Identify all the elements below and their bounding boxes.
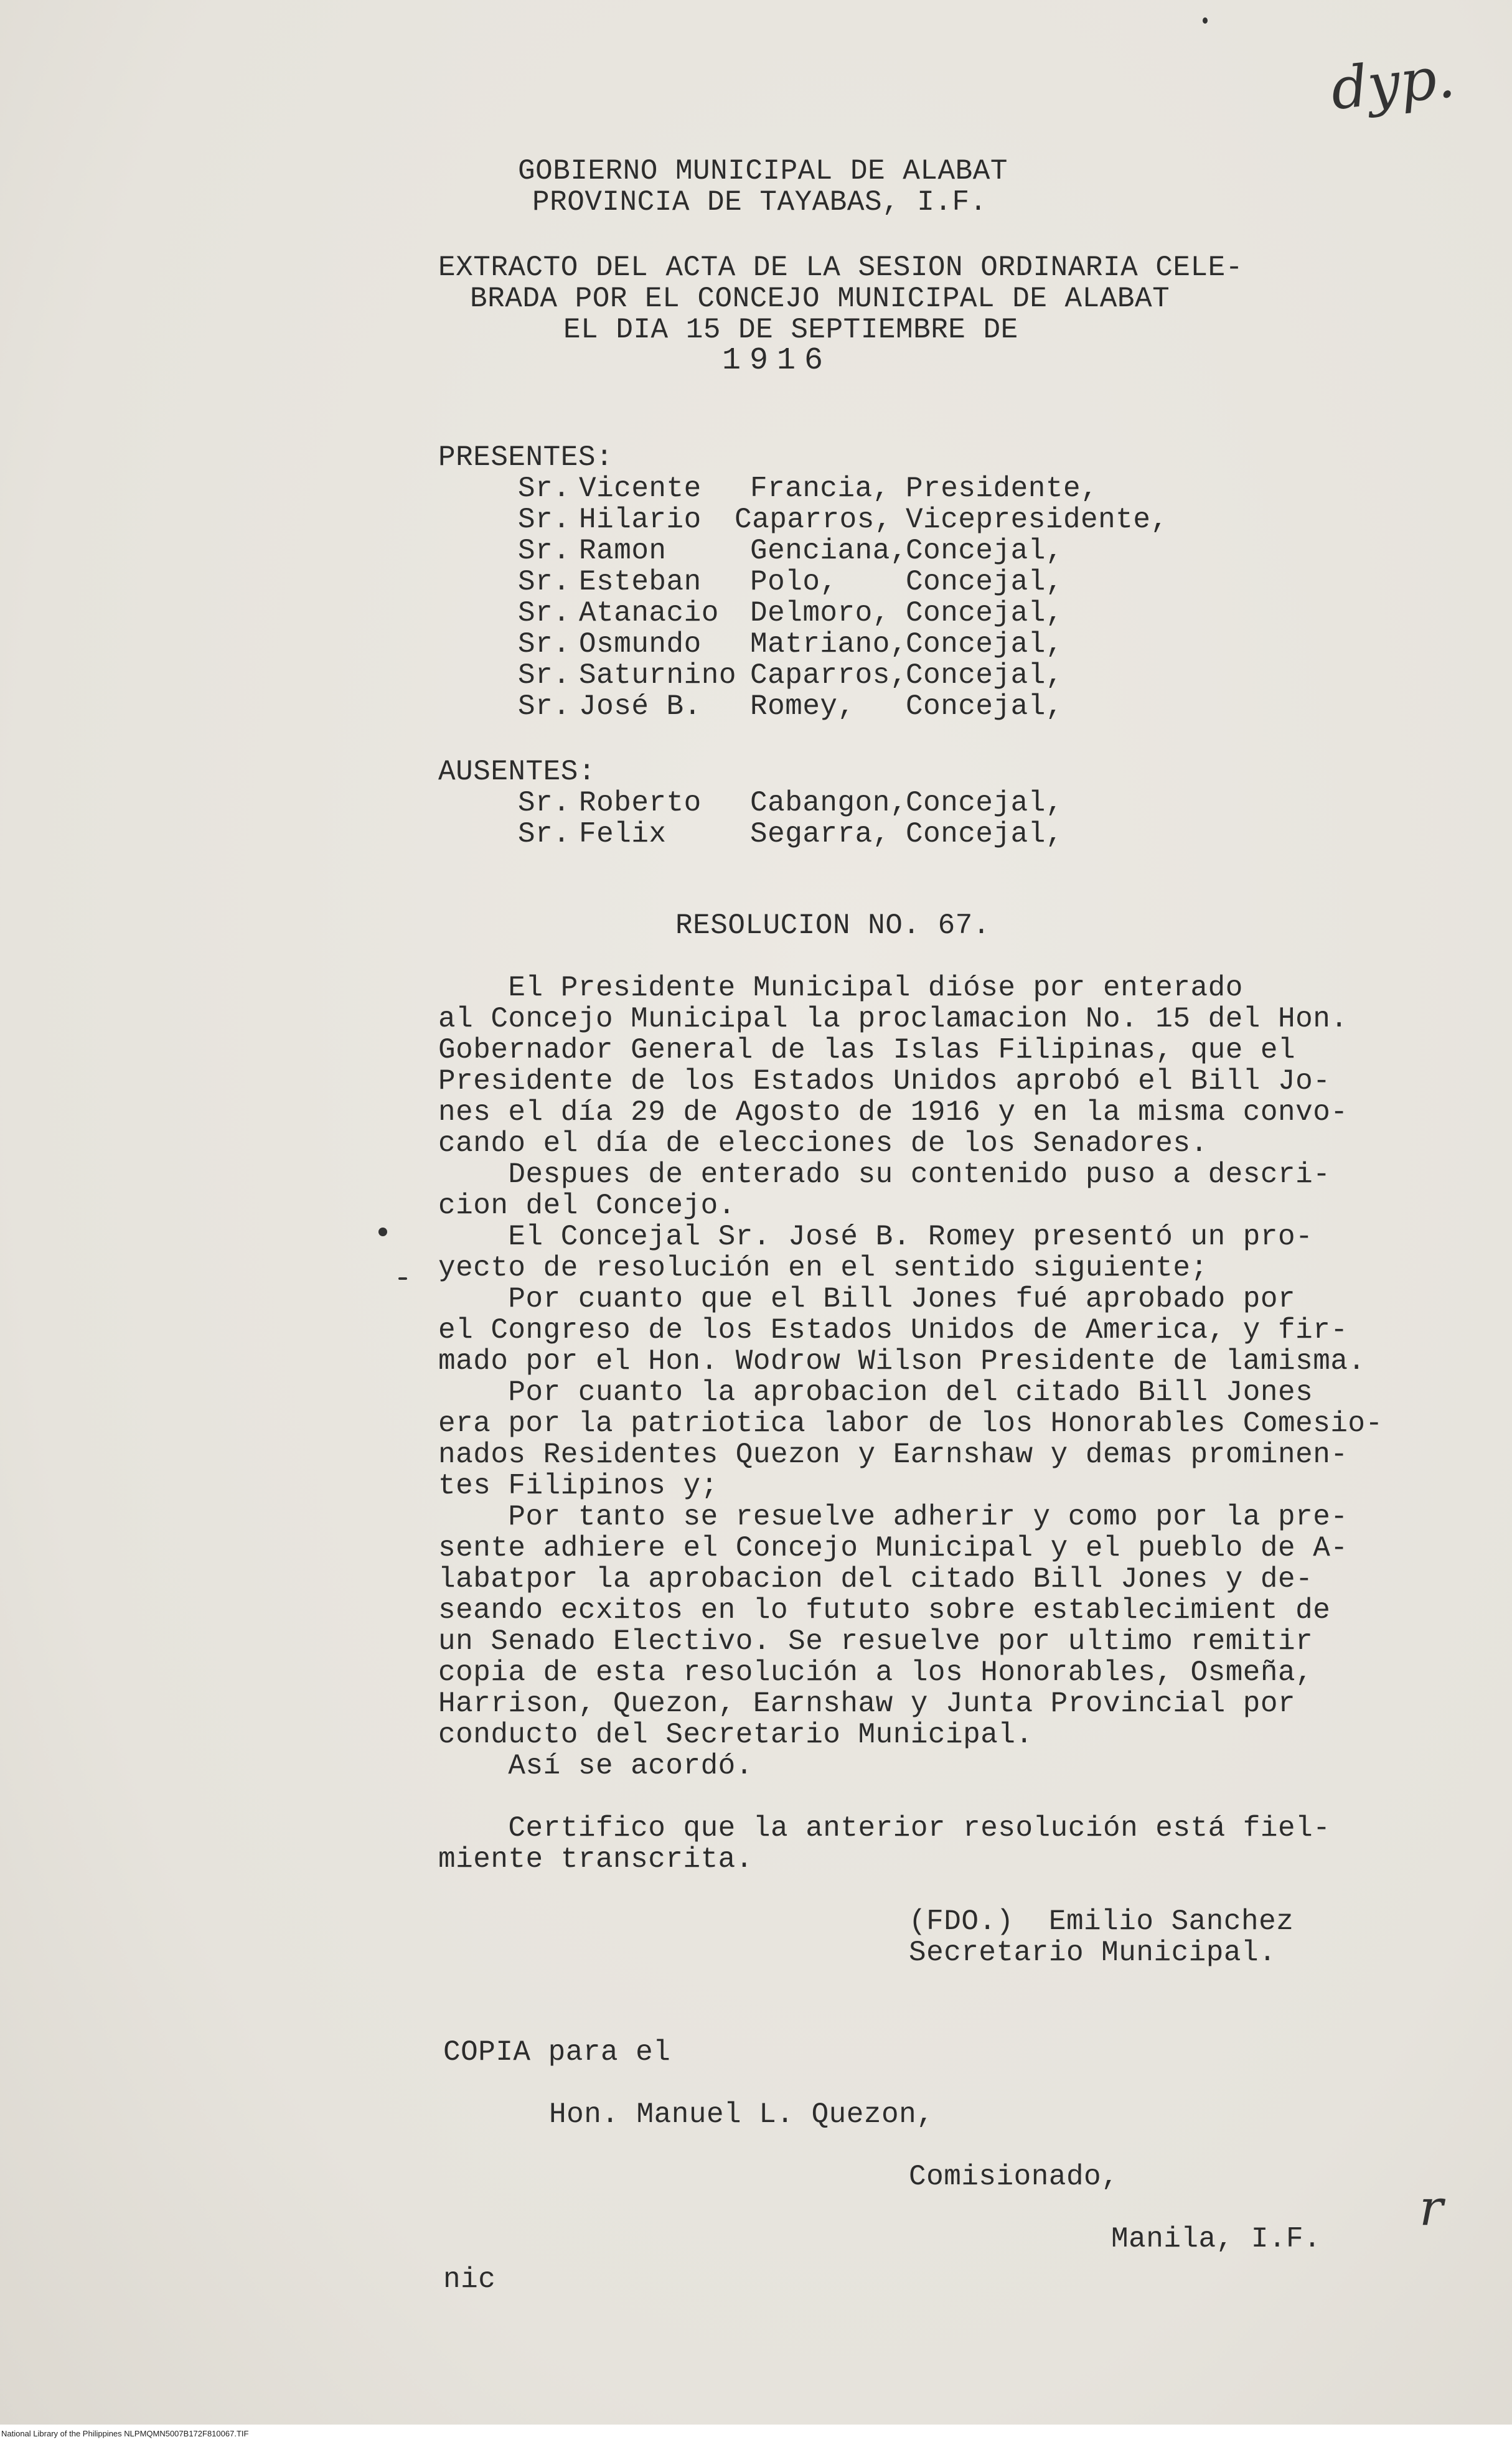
attendee-first-name: Saturnino [579, 659, 736, 692]
body-line: yecto de resolución en el sentido siguiente; [438, 1252, 1208, 1284]
attendee-title: Sr. [518, 597, 571, 629]
attendee-title: Sr. [518, 535, 571, 567]
body-line: conducto del Secretario Municipal. [438, 1719, 1033, 1751]
copy-place: Manila, I.F. [1111, 2223, 1322, 2255]
copy-position: Comisionado, [909, 2161, 1119, 2193]
body-line: Por cuanto que el Bill Jones fué aprobado por [438, 1283, 1296, 1315]
attendee-role: Concejal, [906, 659, 1063, 692]
attendee-role: Concejal, [906, 628, 1063, 660]
ausentes-label: AUSENTES: [438, 756, 596, 788]
presentes-label: PRESENTES: [438, 441, 614, 474]
scan-footer-text: National Library of the Philippines NLPMQMN5007B172F810067.TIF [1, 2429, 249, 2438]
ink-dash [398, 1277, 407, 1280]
extract-line-1: EXTRACTO DEL ACTA DE LA SESION ORDINARIA CELE- [438, 251, 1243, 284]
attendee-first-name: Esteban [579, 566, 702, 598]
copy-label: COPIA para el [443, 2036, 671, 2069]
header-line-2: PROVINCIA DE TAYABAS, I.F. [532, 186, 987, 218]
attendee-first-name: Atanacio [579, 597, 719, 629]
attendee-first-name: Vicente [579, 472, 702, 505]
absentee-first-name: Roberto [579, 787, 702, 819]
attendee-title: Sr. [518, 566, 571, 598]
attendee-role: Concejal, [906, 535, 1063, 567]
header-line-1: GOBIERNO MUNICIPAL DE ALABAT [518, 155, 1008, 187]
absentee-title: Sr. [518, 787, 571, 819]
attendee-last-name: Caparros, [750, 659, 908, 692]
attendee-title: Sr. [518, 690, 571, 723]
ink-dot-top [1203, 17, 1208, 24]
copy-recipient: Hon. Manuel L. Quezon, [549, 2098, 934, 2131]
attendee-last-name: Francia, [750, 472, 890, 505]
attendee-role: Vicepresidente, [906, 504, 1168, 536]
body-line: El Presidente Municipal dióse por enterado [438, 972, 1243, 1004]
extract-line-2: BRADA POR EL CONCEJO MUNICIPAL DE ALABAT [470, 283, 1170, 315]
signature-line-2: Secretario Municipal. [909, 1937, 1277, 1969]
attendee-role: Concejal, [906, 566, 1063, 598]
margin-mark: r [1419, 2179, 1444, 2237]
body-line: nes el día 29 de Agosto de 1916 y en la misma convo- [438, 1096, 1348, 1129]
body-line: al Concejo Municipal la proclamacion No. 15 del Hon. [438, 1003, 1348, 1035]
body-line: Así se acordó. [438, 1750, 753, 1782]
typist-initials: nic [443, 2263, 496, 2296]
extract-line-3: EL DIA 15 DE SEPTIEMBRE DE [563, 314, 1018, 346]
ink-dot [378, 1228, 387, 1236]
certification-line-2: miente transcrita. [438, 1843, 753, 1876]
body-line: seando ecxitos en lo fututo sobre establecimient de [438, 1594, 1331, 1627]
attendee-role: Concejal, [906, 597, 1063, 629]
body-line: Por cuanto la aprobacion del citado Bill Jones [438, 1376, 1313, 1409]
resolution-title: RESOLUCION NO. 67. [675, 909, 990, 942]
attendee-title: Sr. [518, 472, 571, 505]
attendee-last-name: Polo, [750, 566, 838, 598]
absentee-last-name: Segarra, [750, 818, 890, 850]
attendee-last-name: Delmoro, [750, 597, 890, 629]
attendee-first-name: Hilario [579, 504, 702, 536]
certification-line-1: Certifico que la anterior resolución está fiel- [438, 1812, 1331, 1844]
signature-line-1: (FDO.) Emilio Sanchez [909, 1905, 1294, 1938]
body-line: Presidente de los Estados Unidos aprobó el Bill Jo- [438, 1065, 1331, 1097]
attendee-role: Presidente, [906, 472, 1099, 505]
body-line: tes Filipinos y; [438, 1470, 718, 1502]
body-line: Harrison, Quezon, Earnshaw y Junta Provincial por [438, 1688, 1296, 1720]
absentee-first-name: Felix [579, 818, 667, 850]
extract-year: 1916 [722, 343, 832, 378]
attendee-title: Sr. [518, 659, 571, 692]
attendee-last-name: Matriano, [750, 628, 908, 660]
body-line: cando el día de elecciones de los Senadores. [438, 1127, 1208, 1160]
absentee-last-name: Cabangon, [750, 787, 908, 819]
body-line: cion del Concejo. [438, 1190, 736, 1222]
body-line: era por la patriotica labor de los Honorables Comesio- [438, 1407, 1383, 1440]
absentee-role: Concejal, [906, 787, 1063, 819]
body-line: mado por el Hon. Wodrow Wilson Presidente de lamisma. [438, 1345, 1366, 1378]
body-line: Gobernador General de las Islas Filipinas, que el [438, 1034, 1296, 1066]
attendee-last-name: Genciana, [750, 535, 908, 567]
attendee-last-name: Romey, [750, 690, 855, 723]
attendee-first-name: José B. [579, 690, 702, 723]
body-line: Despues de enterado su contenido puso a descri- [438, 1158, 1331, 1191]
attendee-title: Sr. [518, 628, 571, 660]
absentee-role: Concejal, [906, 818, 1063, 850]
body-line: copia de esta resolución a los Honorables, Osmeña, [438, 1656, 1313, 1689]
body-line: sente adhiere el Concejo Municipal y el pueblo de A- [438, 1532, 1348, 1564]
attendee-title: Sr. [518, 504, 571, 536]
body-line: nados Residentes Quezon y Earnshaw y demas prominen- [438, 1439, 1348, 1471]
body-line: El Concejal Sr. José B. Romey presentó un pro- [438, 1221, 1313, 1253]
body-line: el Congreso de los Estados Unidos de America, y fir- [438, 1314, 1348, 1346]
body-line: Por tanto se resuelve adherir y como por la pre- [438, 1501, 1348, 1533]
attendee-first-name: Ramon [579, 535, 667, 567]
attendee-role: Concejal, [906, 690, 1063, 723]
body-line: labatpor la aprobacion del citado Bill Jones y de- [438, 1563, 1313, 1595]
attendee-last-name: Caparros, [735, 504, 892, 536]
body-line: un Senado Electivo. Se resuelve por ultimo remitir [438, 1625, 1313, 1658]
attendee-first-name: Osmundo [579, 628, 702, 660]
absentee-title: Sr. [518, 818, 571, 850]
handwritten-annotation: dyp. [1327, 43, 1458, 123]
